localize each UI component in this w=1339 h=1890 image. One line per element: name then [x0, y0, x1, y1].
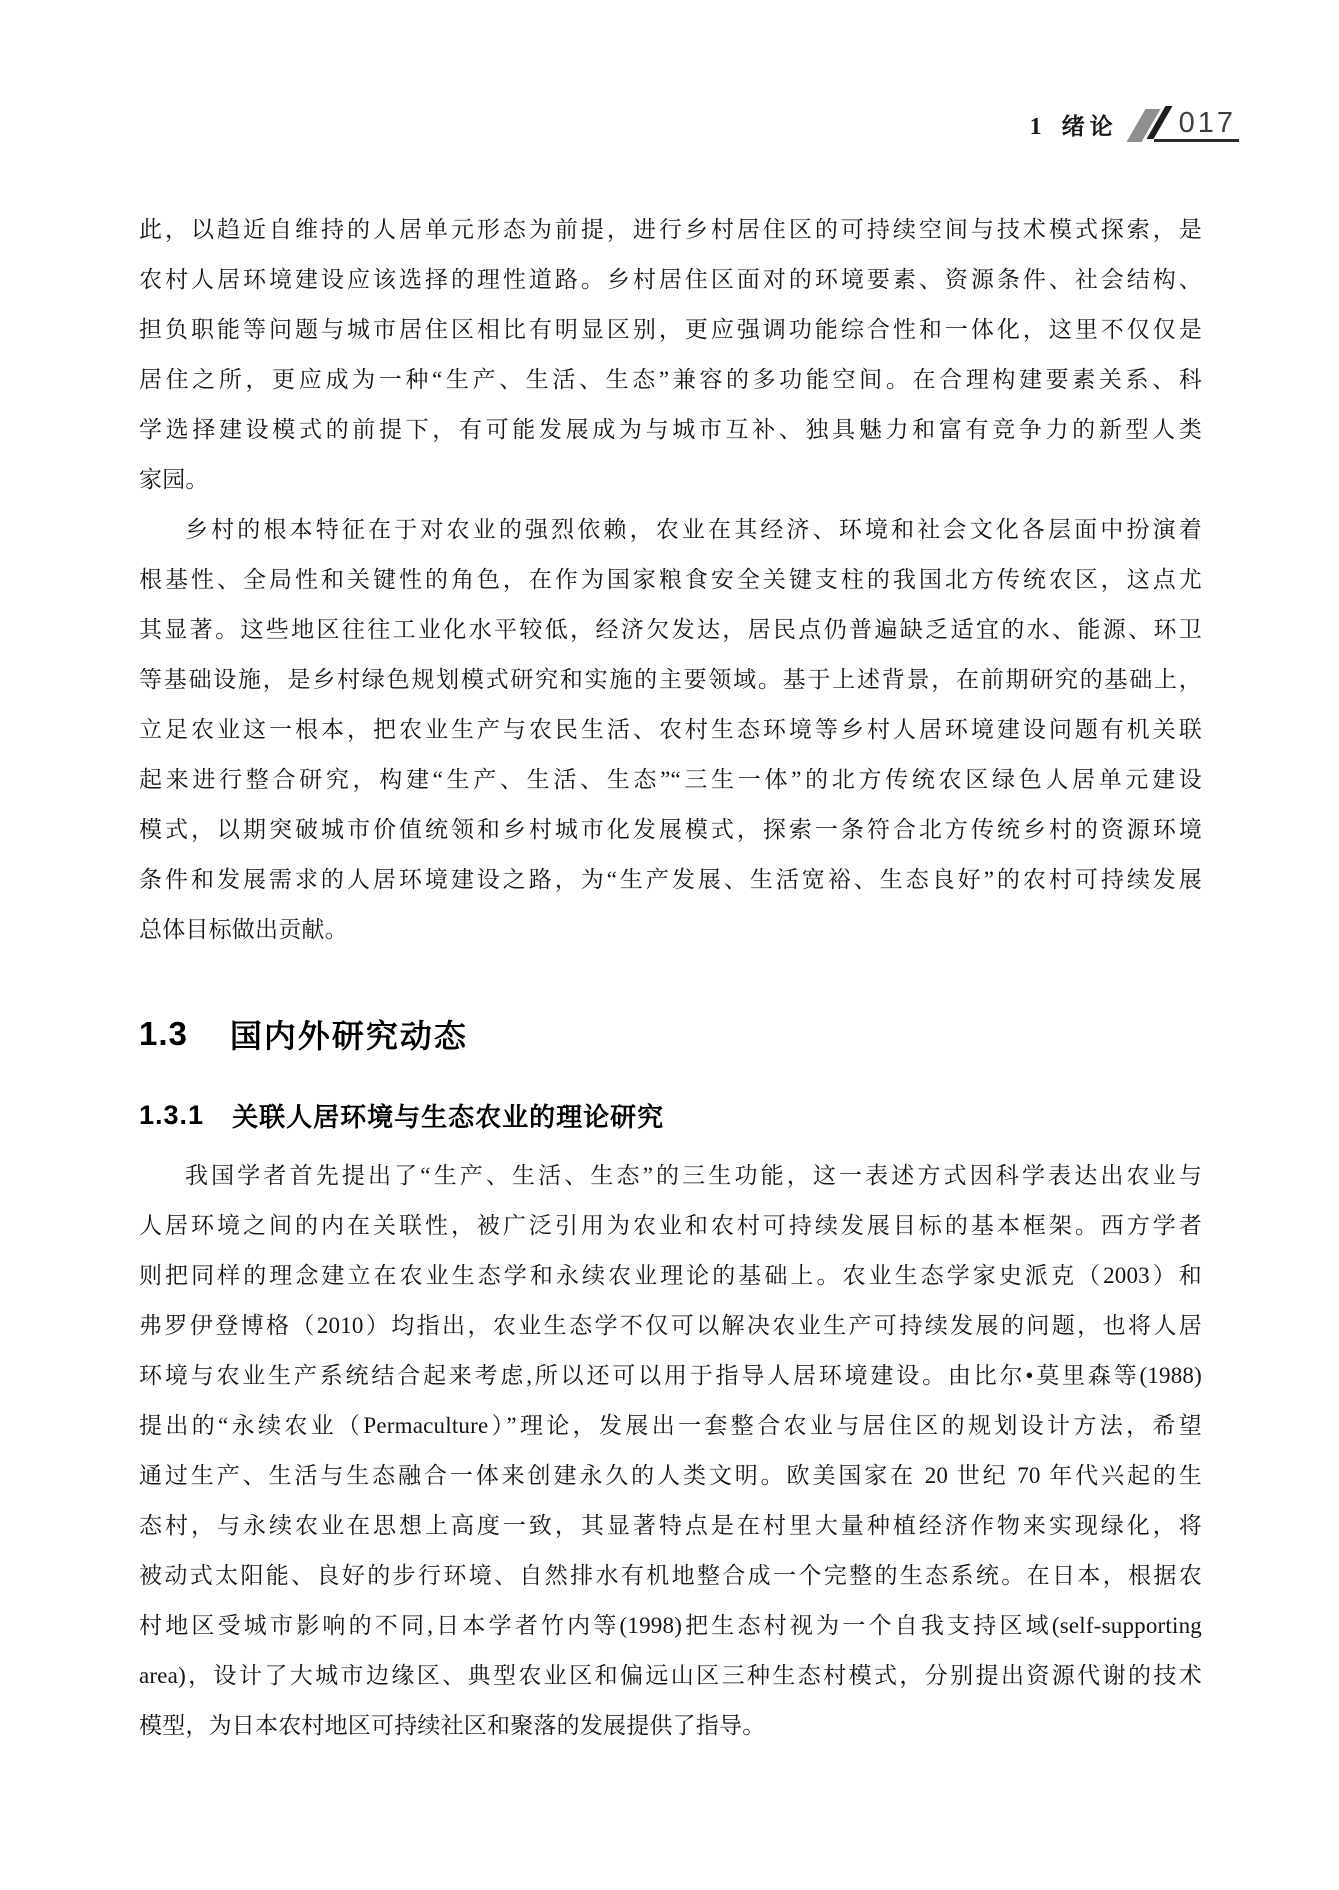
text-line: 通过生产、生活与生态融合一体来创建永久的人类文明。欧美国家在 20 世纪 70 年代兴起的生 — [139, 1463, 1202, 1488]
text-line: 根基性、全局性和关键性的角色，在作为国家粮食安全关键支柱的我国北方传统农区，这点尤 — [139, 567, 1202, 592]
text-line: 学选择建设模式的前提下，有可能发展成为与城市互补、独具魅力和富有竞争力的新型人类 — [139, 417, 1202, 442]
page-content — [139, 205, 1202, 1751]
section-number: 1.3 — [139, 1015, 188, 1052]
text-line: 提出的“永续农业（Permaculture）”理论，发展出一套整合农业与居住区的规划设计方法，希望 — [139, 1413, 1202, 1438]
text-line: 立足农业这一根本，把农业生产与农民生活、农村生态环境等乡村人居环境建设问题有机关联 — [139, 717, 1202, 742]
text-line: 模型，为日本农村地区可持续社区和聚落的发展提供了指导。 — [139, 1713, 766, 1738]
text-line: 家园。 — [139, 467, 209, 492]
page-number-group — [1154, 106, 1239, 142]
text-line: 总体目标做出贡献。 — [139, 917, 348, 942]
text-line: 被动式太阳能、良好的步行环境、自然排水有机地整合成一个完整的生态系统。在日本，根据农 — [139, 1563, 1202, 1588]
text-line: 模式，以期突破城市价值统领和乡村城市化发展模式，探索一条符合北方传统乡村的资源环境 — [139, 817, 1202, 842]
text-line: 态村，与永续农业在思想上高度一致，其显著特点是在村里大量种植经济作物来实现绿化，将 — [139, 1513, 1202, 1538]
paragraph-3 — [139, 1151, 1202, 1751]
text-line: 其显著。这些地区往往工业化水平较低，经济欠发达，居民点仍普遍缺乏适宜的水、能源、环卫 — [139, 617, 1202, 642]
text-line: 村地区受城市影响的不同,日本学者竹内等(1998)把生态村视为一个自我支持区域(self-supporting — [139, 1613, 1202, 1638]
text-line: 起来进行整合研究，构建“生产、生活、生态”“三生一体”的北方传统农区绿色人居单元建设 — [139, 767, 1202, 792]
page-number: 017 — [1178, 107, 1236, 139]
paragraph-1 — [139, 205, 1202, 505]
chapter-number: 1 — [1029, 114, 1042, 140]
text-line: 农村人居环境建设应该选择的理性道路。乡村居住区面对的环境要素、资源条件、社会结构、 — [139, 267, 1202, 292]
text-line: 则把同样的理念建立在农业生态学和永续农业理论的基础上。农业生态学家史派克（2003）和 — [139, 1263, 1202, 1288]
subsection-heading — [139, 1095, 1202, 1135]
text-line: 此，以趋近自维持的人居单元形态为前提，进行乡村居住区的可持续空间与技术模式探索，是 — [139, 217, 1202, 242]
text-line: 居住之所，更应成为一种“生产、生活、生态”兼容的多功能空间。在合理构建要素关系、科 — [139, 367, 1202, 392]
text-line: area)，设计了大城市边缘区、典型农业区和偏远山区三种生态村模式，分别提出资源代谢的技术 — [139, 1663, 1202, 1688]
text-line: 环境与农业生产系统结合起来考虑,所以还可以用于指导人居环境建设。由比尔•莫里森等(1988) — [139, 1363, 1202, 1388]
subsection-title: 关联人居环境与生态农业的理论研究 — [232, 1101, 665, 1132]
section-title: 国内外研究动态 — [229, 1018, 468, 1054]
text-line: 乡村的根本特征在于对农业的强烈依赖，农业在其经济、环境和社会文化各层面中扮演着 — [185, 517, 1202, 542]
text-line: 条件和发展需求的人居环境建设之路，为“生产发展、生活宽裕、生态良好”的农村可持续发展 — [139, 867, 1202, 892]
text-line: 人居环境之间的内在关联性，被广泛引用为农业和农村可持续发展目标的基本框架。西方学者 — [139, 1213, 1202, 1238]
subsection-number: 1.3.1 — [139, 1099, 205, 1130]
section-heading — [139, 1011, 1202, 1057]
paragraph-2 — [139, 505, 1202, 955]
text-line: 担负职能等问题与城市居住区相比有明显区别，更应强调功能综合性和一体化，这里不仅仅是 — [139, 317, 1202, 342]
chapter-title: 绪论 — [1061, 114, 1118, 139]
text-line: 弗罗伊登博格（2010）均指出，农业生态学不仅可以解决农业生产可持续发展的问题，也将人居 — [139, 1313, 1202, 1338]
text-line: 等基础设施，是乡村绿色规划模式研究和实施的主要领域。基于上述背景，在前期研究的基础上， — [139, 667, 1202, 692]
running-header — [1030, 106, 1239, 142]
text-line: 我国学者首先提出了“生产、生活、生态”的三生功能，这一表述方式因科学表达出农业与 — [185, 1163, 1202, 1188]
